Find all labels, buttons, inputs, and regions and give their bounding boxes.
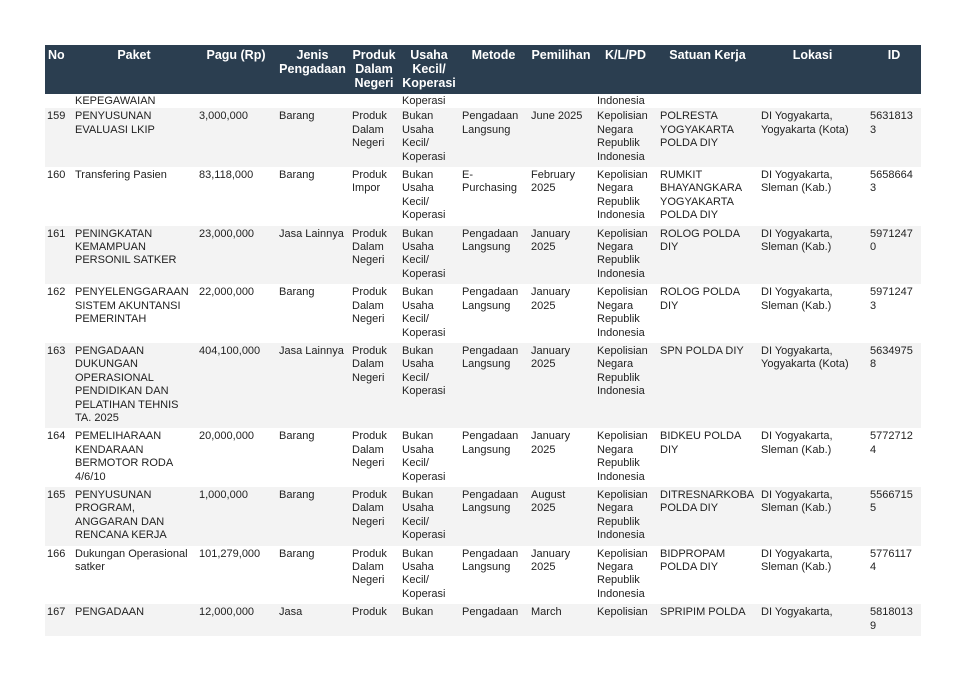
cell-pagu: 83,118,000 — [196, 167, 276, 226]
header-klpd: K/L/PD — [594, 45, 657, 94]
cell-paket: Dukungan Operasional satker — [72, 546, 196, 605]
cell-usaha: Bukan Usaha Kecil/ Koperasi — [399, 226, 459, 285]
cell-no: 166 — [45, 546, 72, 605]
cell-klpd: Kepolisian Negara Republik Indonesia — [594, 487, 657, 546]
cell-produk: Produk Dalam Negeri — [349, 487, 399, 546]
header-usaha-kecil-koperasi: Usaha Kecil/ Koperasi — [399, 45, 459, 94]
cell-pagu — [196, 94, 276, 108]
cell-id: 56586643 — [867, 167, 921, 226]
cell-klpd: Indonesia — [594, 94, 657, 108]
cell-produk: Produk Dalam Negeri — [349, 226, 399, 285]
cell-satker: BIDPROPAM POLDA DIY — [657, 546, 758, 605]
cell-metode: Pengadaan Langsung — [459, 226, 528, 285]
header-paket: Paket — [72, 45, 196, 94]
cell-metode: Pengadaan Langsung — [459, 343, 528, 428]
cell-jenis: Barang — [276, 167, 349, 226]
table-row — [45, 284, 921, 343]
cell-jenis: Jasa Lainnya — [276, 343, 349, 428]
cell-usaha: Bukan Usaha Kecil/ Koperasi — [399, 167, 459, 226]
cell-metode: Pengadaan Langsung — [459, 428, 528, 487]
cell-id: 57727124 — [867, 428, 921, 487]
cell-no: 159 — [45, 108, 72, 167]
header-jenis-pengadaan: Jenis Pengadaan — [276, 45, 349, 94]
cell-jenis: Barang — [276, 108, 349, 167]
cell-pagu: 12,000,000 — [196, 604, 276, 636]
header-no: No — [45, 45, 72, 94]
table-row — [45, 226, 921, 285]
cell-no: 160 — [45, 167, 72, 226]
cell-id: 55667155 — [867, 487, 921, 546]
cell-usaha: Bukan Usaha Kecil/ Koperasi — [399, 428, 459, 487]
cell-lokasi: DI Yogyakarta, Sleman (Kab.) — [758, 167, 867, 226]
cell-usaha: Bukan Usaha Kecil/ Koperasi — [399, 108, 459, 167]
cell-id: 56349758 — [867, 343, 921, 428]
cell-produk: Produk Dalam Negeri — [349, 546, 399, 605]
cell-paket: Transfering Pasien — [72, 167, 196, 226]
cell-lokasi: DI Yogyakarta, Sleman (Kab.) — [758, 487, 867, 546]
cell-klpd: Kepolisian Negara Republik Indonesia — [594, 108, 657, 167]
header-metode: Metode — [459, 45, 528, 94]
cell-jenis: Barang — [276, 428, 349, 487]
cell-id: 59712473 — [867, 284, 921, 343]
cell-pemilihan: March — [528, 604, 594, 636]
table-body — [45, 94, 921, 636]
header-satuan-kerja: Satuan Kerja — [657, 45, 758, 94]
cell-metode: Pengadaan Langsung — [459, 284, 528, 343]
cell-pemilihan: August 2025 — [528, 487, 594, 546]
cell-lokasi — [758, 94, 867, 108]
cell-pemilihan: January 2025 — [528, 284, 594, 343]
cell-jenis: Jasa Lainnya — [276, 226, 349, 285]
cell-usaha: Bukan Usaha Kecil/ Koperasi — [399, 284, 459, 343]
cell-produk: Produk Dalam Negeri — [349, 284, 399, 343]
partial-row-continued — [45, 94, 921, 108]
procurement-table-container — [45, 45, 921, 632]
cell-paket: PENGADAAN DUKUNGAN OPERASIONAL PENDIDIKAN DAN PELATIHAN TEHNIS TA. 2025 — [72, 343, 196, 428]
cell-pemilihan: January 2025 — [528, 428, 594, 487]
table-row — [45, 428, 921, 487]
cell-jenis — [276, 94, 349, 108]
cell-id — [867, 94, 921, 108]
cell-lokasi: DI Yogyakarta, Sleman (Kab.) — [758, 226, 867, 285]
cell-satker: ROLOG POLDA DIY — [657, 284, 758, 343]
table-row — [45, 343, 921, 428]
cell-produk: Produk Dalam Negeri — [349, 343, 399, 428]
table-row — [45, 167, 921, 226]
cell-paket: PENYELENGGARAAN SISTEM AKUNTANSI PEMERINTAH — [72, 284, 196, 343]
cell-no — [45, 94, 72, 108]
cell-pemilihan: June 2025 — [528, 108, 594, 167]
cell-usaha: Bukan Usaha Kecil/ Koperasi — [399, 487, 459, 546]
cell-jenis: Jasa — [276, 604, 349, 636]
cell-satker: ROLOG POLDA DIY — [657, 226, 758, 285]
cell-pagu: 23,000,000 — [196, 226, 276, 285]
cell-pagu: 22,000,000 — [196, 284, 276, 343]
cell-klpd: Kepolisian Negara Republik Indonesia — [594, 226, 657, 285]
table-row — [45, 546, 921, 605]
cell-no: 161 — [45, 226, 72, 285]
cell-satker: BIDKEU POLDA DIY — [657, 428, 758, 487]
cell-produk: Produk Dalam Negeri — [349, 108, 399, 167]
cell-klpd: Kepolisian Negara Republik Indonesia — [594, 546, 657, 605]
procurement-table — [45, 45, 921, 636]
cell-metode: Pengadaan Langsung — [459, 546, 528, 605]
cell-lokasi: DI Yogyakarta, — [758, 604, 867, 636]
cell-no: 167 — [45, 604, 72, 636]
cell-klpd: Kepolisian Negara Republik Indonesia — [594, 167, 657, 226]
cell-pemilihan: February 2025 — [528, 167, 594, 226]
cell-pagu: 3,000,000 — [196, 108, 276, 167]
cell-metode: Pengadaan Langsung — [459, 108, 528, 167]
cell-metode — [459, 94, 528, 108]
cell-no: 162 — [45, 284, 72, 343]
table-row — [45, 487, 921, 546]
cell-lokasi: DI Yogyakarta, Yogyakarta (Kota) — [758, 108, 867, 167]
cell-no: 163 — [45, 343, 72, 428]
cell-satker — [657, 94, 758, 108]
cell-jenis: Barang — [276, 487, 349, 546]
cell-no: 164 — [45, 428, 72, 487]
cell-klpd: Kepolisian Negara Republik Indonesia — [594, 428, 657, 487]
cell-lokasi: DI Yogyakarta, Sleman (Kab.) — [758, 284, 867, 343]
cell-pemilihan — [528, 94, 594, 108]
cell-pagu: 101,279,000 — [196, 546, 276, 605]
cell-klpd: Kepolisian — [594, 604, 657, 636]
cell-usaha: Bukan Usaha Kecil/ Koperasi — [399, 343, 459, 428]
table-row — [45, 108, 921, 167]
cell-satker: DITRESNARKOBA POLDA DIY — [657, 487, 758, 546]
cell-klpd: Kepolisian Negara Republik Indonesia — [594, 284, 657, 343]
cell-produk: Produk Impor — [349, 167, 399, 226]
header-produk-dalam-negeri: Produk Dalam Negeri — [349, 45, 399, 94]
header-pemilihan: Pemilihan — [528, 45, 594, 94]
cell-id: 57761174 — [867, 546, 921, 605]
cell-pagu: 404,100,000 — [196, 343, 276, 428]
cell-id: 59712470 — [867, 226, 921, 285]
cell-klpd: Kepolisian Negara Republik Indonesia — [594, 343, 657, 428]
cell-usaha: Bukan Usaha Kecil/ Koperasi — [399, 546, 459, 605]
cell-satker: SPRIPIM POLDA — [657, 604, 758, 636]
cell-lokasi: DI Yogyakarta, Yogyakarta (Kota) — [758, 343, 867, 428]
header-pagu: Pagu (Rp) — [196, 45, 276, 94]
table-header — [45, 45, 921, 94]
cell-paket: PENYUSUNAN EVALUASI LKIP — [72, 108, 196, 167]
header-lokasi: Lokasi — [758, 45, 867, 94]
cell-usaha: Bukan — [399, 604, 459, 636]
cell-jenis: Barang — [276, 284, 349, 343]
cell-no: 165 — [45, 487, 72, 546]
cell-id: 56318133 — [867, 108, 921, 167]
cell-satker: RUMKIT BHAYANGKARA YOGYAKARTA POLDA DIY — [657, 167, 758, 226]
cell-metode: Pengadaan — [459, 604, 528, 636]
cell-jenis: Barang — [276, 546, 349, 605]
cell-metode: E-Purchasing — [459, 167, 528, 226]
cell-satker: SPN POLDA DIY — [657, 343, 758, 428]
cell-paket: PENGADAAN — [72, 604, 196, 636]
cell-metode: Pengadaan Langsung — [459, 487, 528, 546]
cell-pagu: 20,000,000 — [196, 428, 276, 487]
cell-id: 58180139 — [867, 604, 921, 636]
cell-satker: POLRESTA YOGYAKARTA POLDA DIY — [657, 108, 758, 167]
cell-paket: KEPEGAWAIAN — [72, 94, 196, 108]
cell-produk: Produk — [349, 604, 399, 636]
cell-produk: Produk Dalam Negeri — [349, 428, 399, 487]
cell-lokasi: DI Yogyakarta, Sleman (Kab.) — [758, 428, 867, 487]
cell-pemilihan: January 2025 — [528, 343, 594, 428]
cell-pagu: 1,000,000 — [196, 487, 276, 546]
cell-pemilihan: January 2025 — [528, 226, 594, 285]
header-id: ID — [867, 45, 921, 94]
cell-usaha: Koperasi — [399, 94, 459, 108]
cell-paket: PENINGKATAN KEMAMPUAN PERSONIL SATKER — [72, 226, 196, 285]
cell-lokasi: DI Yogyakarta, Sleman (Kab.) — [758, 546, 867, 605]
cell-produk — [349, 94, 399, 108]
table-row — [45, 604, 921, 636]
cell-paket: PEMELIHARAAN KENDARAAN BERMOTOR RODA 4/6/10 — [72, 428, 196, 487]
cell-pemilihan: January 2025 — [528, 546, 594, 605]
cell-paket: PENYUSUNAN PROGRAM, ANGGARAN DAN RENCANA KERJA — [72, 487, 196, 546]
